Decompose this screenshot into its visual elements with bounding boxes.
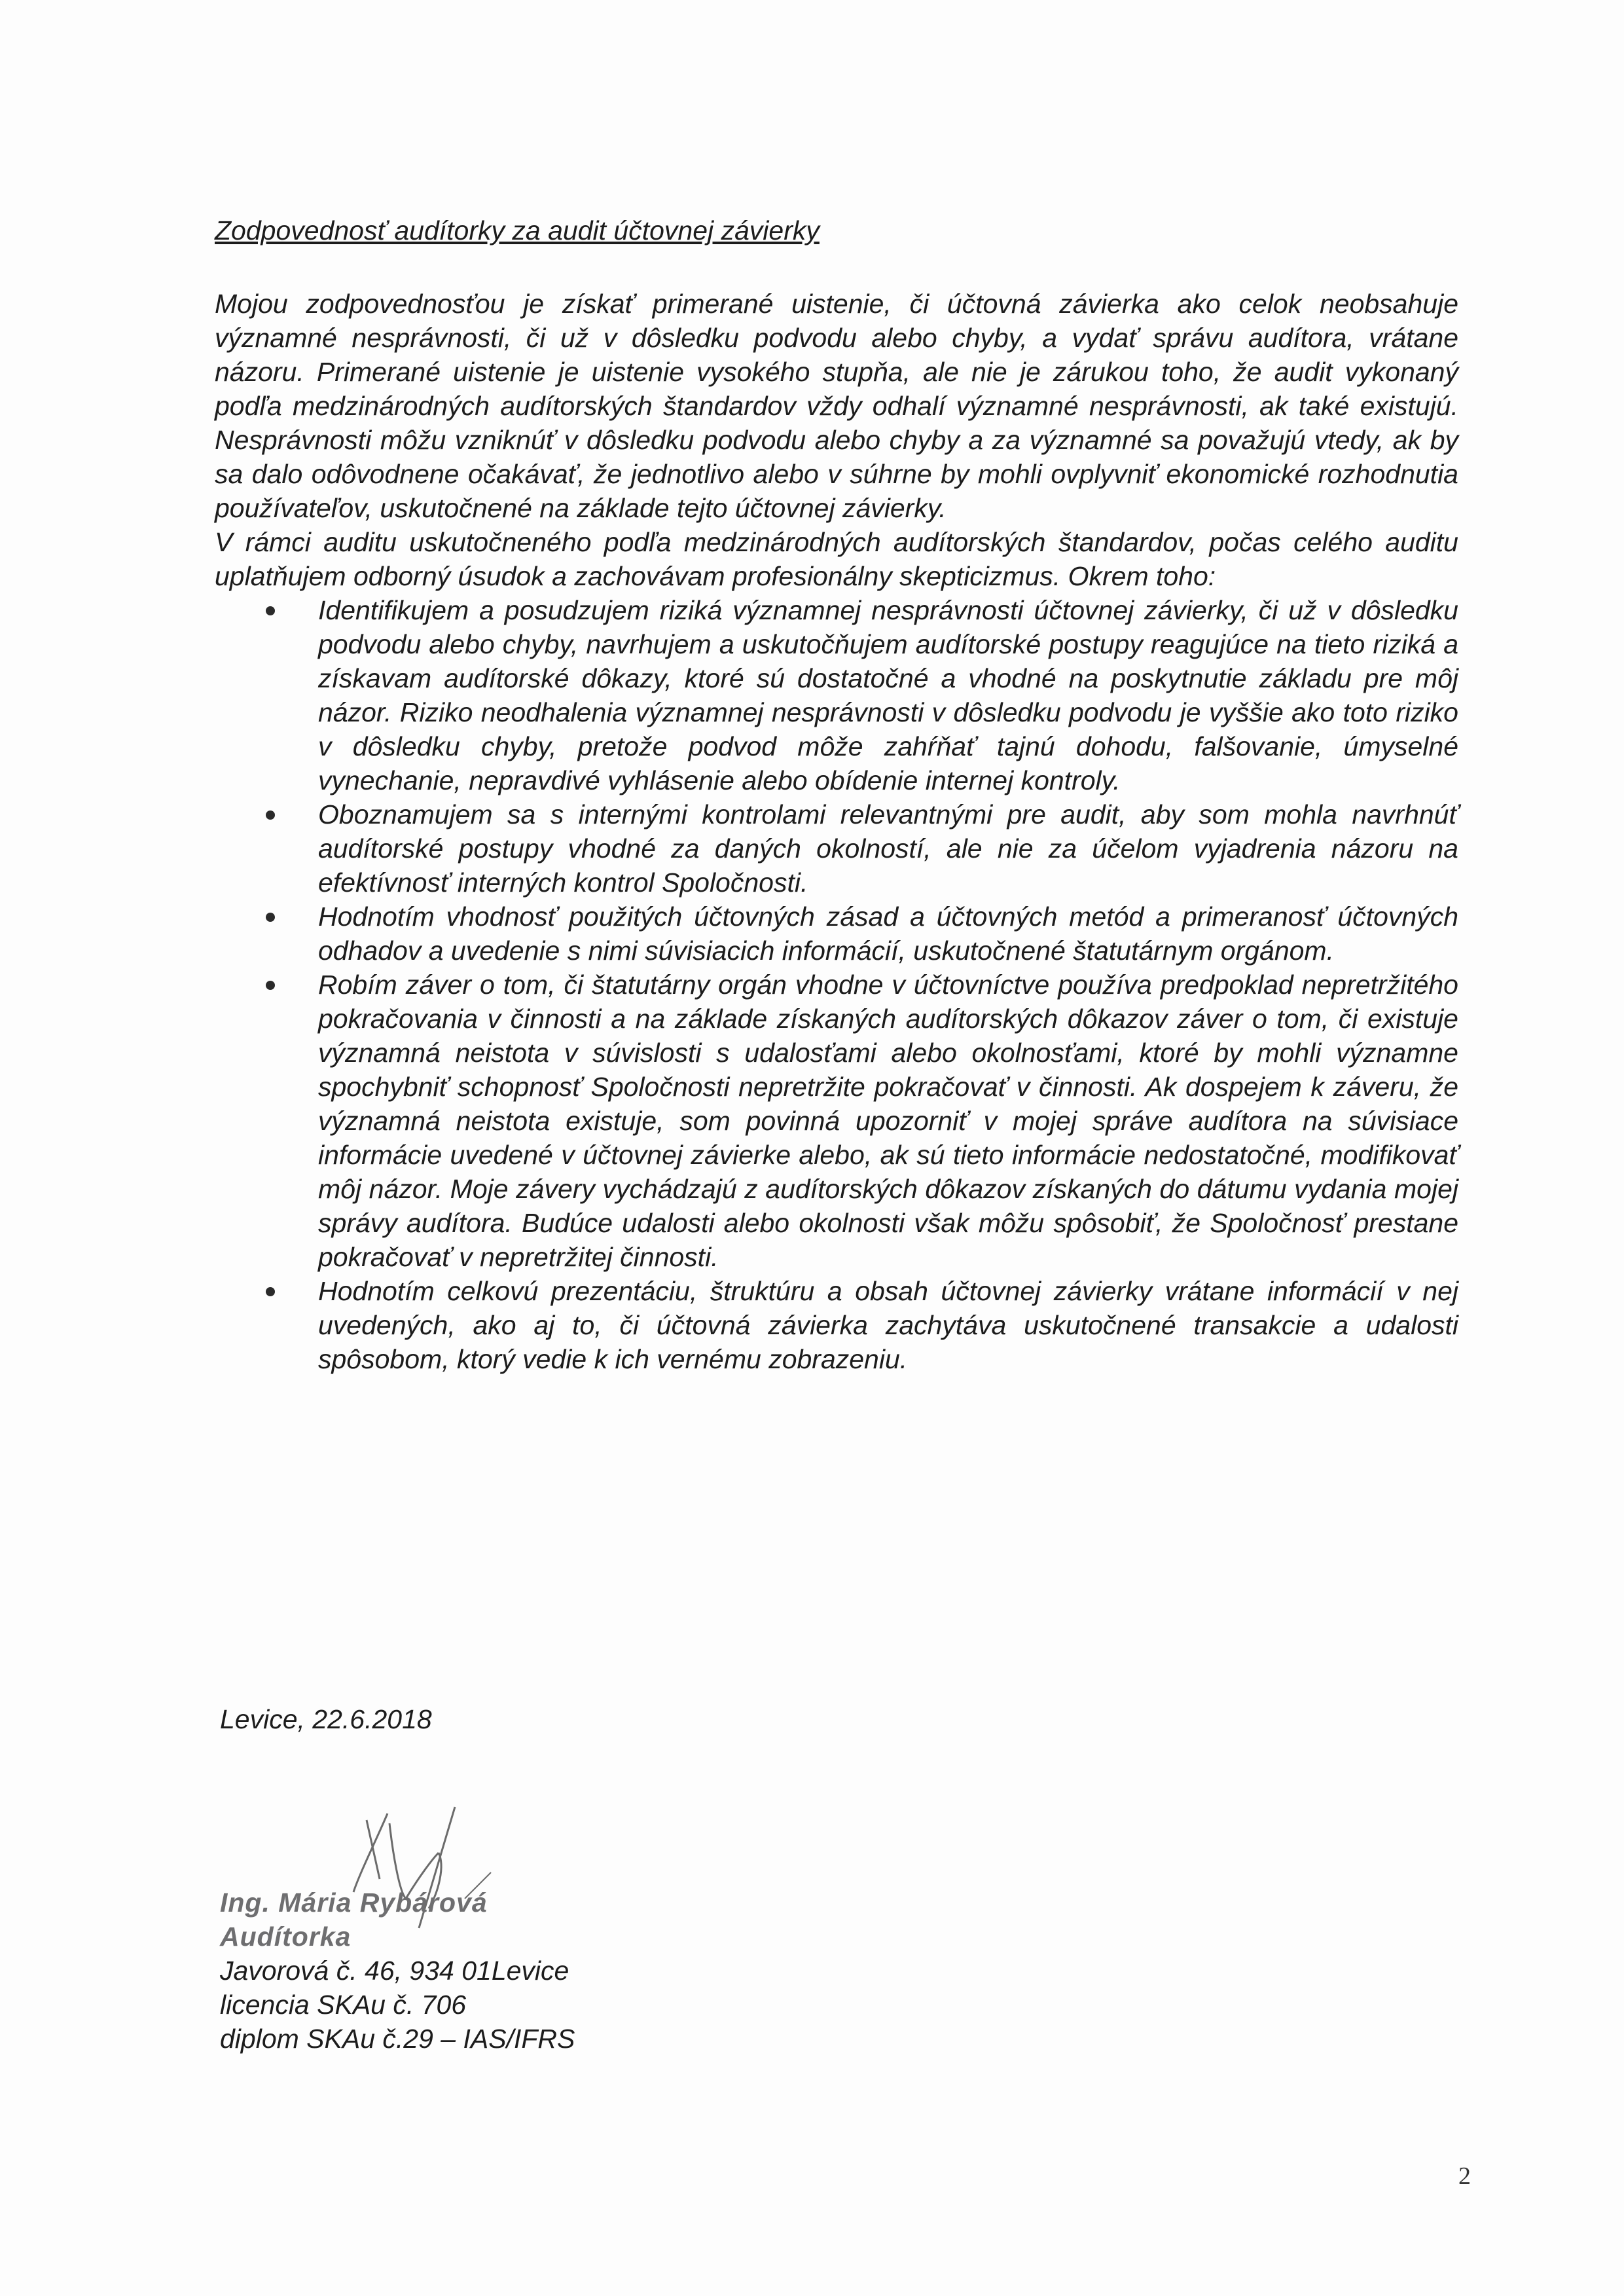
list-item xyxy=(318,1274,1458,1376)
list-item-text: Identifikujem a posudzujem riziká významnej nesprávnosti účtovnej závierky, či už v dôsledku podvodu alebo chyby, navrhujem a uskutočňujem audítorské postupy reagujúce na tieto riziká a získavam audítorské dôkazy, ktoré sú dostatočné a vhodné na poskytnutie základu pre môj názor. Riziko neodhalenia významnej nesprávnosti v dôsledku podvodu je vyššie ako toto riziko v dôsledku chyby, pretože podvod môže zahŕňať tajnú dohodu, falšovanie, úmyselné vynechanie, nepravdivé vyhlásenie alebo obídenie internej kontroly. xyxy=(318,595,1458,795)
signer-name: Ing. Mária Rybárová xyxy=(220,1887,488,1918)
signer-address: Javorová č. 46, 934 01Levice xyxy=(220,1956,569,1986)
signature-block xyxy=(220,1886,575,2056)
list-item xyxy=(318,900,1458,968)
signer-diploma: diplom SKAu č.29 – IAS/IFRS xyxy=(220,2024,575,2054)
bullet-list xyxy=(215,593,1458,1376)
document-body xyxy=(215,213,1458,1376)
bullet-icon xyxy=(266,981,275,990)
list-item xyxy=(318,593,1458,797)
bullet-icon xyxy=(266,1287,275,1296)
list-item-text: Robím záver o tom, či štatutárny orgán vhodne v účtovníctve používa predpoklad nepretržitého pokračovania v činnosti a na základe získaných audítorských dôkazov záver o tom, či existuje významná neistota v súvislosti s udalosťami alebo okolnosťami, ktoré by mohli významne spochybniť schopnosť Spoločnosti nepretržite pokračovať v činnosti. Ak dospejem k záveru, že významná neistota existuje, som povinná upozorniť v mojej správe audítora na súvisiace informácie uvedené v účtovnej závierke alebo, ak sú tieto informácie nedostatočné, modifikovať môj názor. Moje závery vychádzajú z audítorských dôkazov získaných do dátumu vydania mojej správy audítora. Budúce udalosti alebo okolnosti však môžu spôsobiť, že Spoločnosť prestane pokračovať v nepretržitej činnosti. xyxy=(318,970,1458,1272)
list-item xyxy=(318,797,1458,900)
signer-license: licencia SKAu č. 706 xyxy=(220,1990,467,2020)
paragraph-responsibility: Mojou zodpovednosťou je získať primerané uistenie, či účtovná závierka ako celok neobsahuje významné nesprávnosti, či už v dôsledku podvodu alebo chyby, a vydať správu audítora, vrátane názoru. Primerané uistenie je uistenie vysokého stupňa, ale nie je zárukou toho, že audit vykonaný podľa medzinárodných audítorských štandardov vždy odhalí významné nesprávnosti, ak také existujú. Nesprávnosti môžu vzniknúť v dôsledku podvodu alebo chyby a za významné sa považujú vtedy, ak by sa dalo odôvodnene očakávať, že jednotlivo alebo v súhrne by mohli ovplyvniť ekonomické rozhodnutia používateľov, uskutočnené na základe tejto účtovnej závierky. xyxy=(215,289,1458,523)
section-heading: Zodpovednosť audítorky za audit účtovnej závierky xyxy=(215,215,820,246)
list-item-text: Hodnotím celkovú prezentáciu, štruktúru a obsah účtovnej závierky vrátane informácií v nej uvedených, ako aj to, či účtovná závierka zachytáva uskutočnené transakcie a udalosti spôsobom, ktorý vedie k ich vernému zobrazeniu. xyxy=(318,1276,1458,1374)
list-item xyxy=(318,968,1458,1274)
paragraph-audit-scope: V rámci auditu uskutočneného podľa medzinárodných audítorských štandardov, počas celého auditu uplatňujem odborný úsudok a zachovávam profesionálny skepticizmus. Okrem toho: xyxy=(215,527,1458,591)
signer-role: Audítorka xyxy=(220,1922,352,1952)
bullet-icon xyxy=(266,811,275,820)
page-number: 2 xyxy=(1458,2162,1471,2190)
bullet-icon xyxy=(266,913,275,922)
bullet-icon xyxy=(266,606,275,615)
list-item-text: Hodnotím vhodnosť použitých účtovných zásad a účtovných metód a primeranosť účtovných odhadov a uvedenie s nimi súvisiacich informácií, uskutočnené štatutárnym orgánom. xyxy=(318,902,1458,966)
place-and-date: Levice, 22.6.2018 xyxy=(220,1704,432,1734)
list-item-text: Oboznamujem sa s internými kontrolami relevantnými pre audit, aby som mohla navrhnúť audítorské postupy vhodné za daných okolností, ale nie za účelom vyjadrenia názoru na efektívnosť interných kontrol Spoločnosti. xyxy=(318,799,1458,898)
